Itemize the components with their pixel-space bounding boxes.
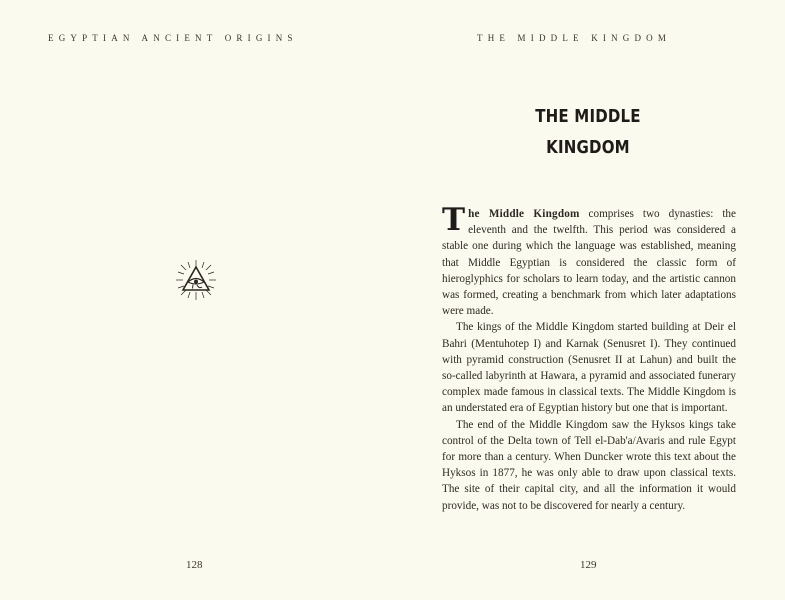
lead-in: he Middle Kingdom	[468, 208, 580, 220]
right-running-head: THE MIDDLE KINGDOM	[477, 33, 672, 43]
chapter-title-line-1: THE MIDDLE	[535, 107, 641, 127]
paragraph-1-text: comprises two dynasties: the eleventh and the twelfth. This period was considered a stable one during which the language was established, meaning that Middle Egyptian is considered the classic form of hieroglyphics for scholars to learn today, and the artistic cannon was formed, creating a benchmark from which later adaptations were made.	[442, 208, 736, 318]
right-page	[392, 0, 785, 600]
paragraph-1	[442, 202, 736, 319]
left-page-number: 128	[186, 559, 203, 571]
left-running-head: EGYPTIAN ANCIENT ORIGINS	[48, 33, 298, 43]
left-page	[0, 0, 392, 600]
body-text	[442, 202, 736, 514]
drop-cap: T	[442, 202, 466, 238]
paragraph-3: The end of the Middle Kingdom saw the Hyksos kings take control of the Delta town of Tell el-Dab'a/Avaris and rule Egypt for more than a century. When Duncker wrote this text about the Hyksos in 1877, he was only able to draw upon classical texts. The site of their capital city, and all the information it would provide, was not to be discovered for nearly a century.	[442, 418, 736, 512]
chapter-title-line-2: KINGDOM	[546, 138, 630, 158]
chapter-title	[462, 102, 713, 164]
right-page-number: 129	[580, 559, 597, 571]
paragraph-2: The kings of the Middle Kingdom started building at Deir el Bahri (Mentuhotep I) and Karnak (Senusret I). They continued with pyramid construction (Senusret II at Lahun) and built the so-called labyrinth at Hawara, a pyramid and associated funerary complex made famous in classical texts. The Middle Kingdom is an understated era of Egyptian history but one that is important.	[442, 321, 736, 415]
eye-of-horus-pyramid-icon	[174, 258, 218, 302]
